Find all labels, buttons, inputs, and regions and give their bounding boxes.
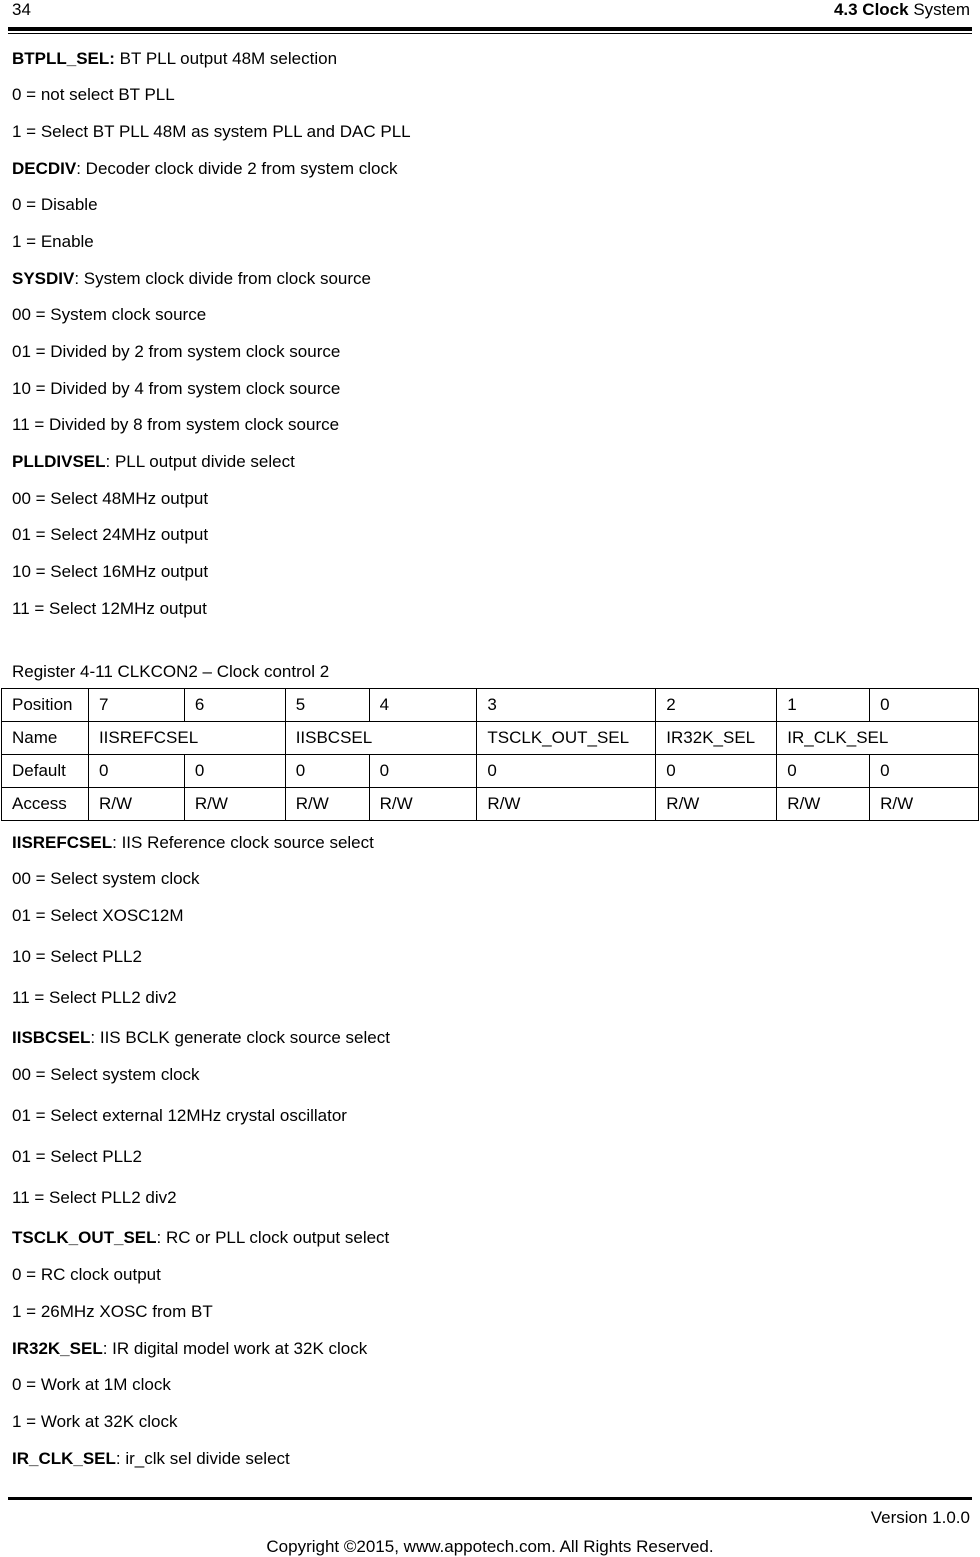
access-cell: R/W	[656, 788, 777, 821]
row-label: Position	[2, 689, 89, 722]
field-option: 01 = Divided by 2 from system clock source	[12, 342, 341, 361]
default-cell: 0	[184, 755, 285, 788]
field-title-ir-clk-sel	[12, 1449, 290, 1469]
field-option: 10 = Divided by 4 from system clock source	[12, 379, 341, 398]
default-cell: 0	[88, 755, 184, 788]
field-option: 00 = Select 48MHz output	[12, 489, 209, 508]
default-cell: 0	[369, 755, 477, 788]
field-option: 01 = Select PLL2	[12, 1147, 142, 1166]
field-title-iisrefcsel	[12, 833, 374, 853]
field-name: IR32K_SEL	[12, 1339, 103, 1358]
field-cell: IR_CLK_SEL	[777, 722, 979, 755]
field-desc: BT PLL output 48M selection	[114, 49, 338, 68]
access-cell: R/W	[184, 788, 285, 821]
access-cell: R/W	[870, 788, 979, 821]
field-option: 10 = Select PLL2	[12, 947, 142, 966]
default-cell: 0	[477, 755, 656, 788]
default-cell: 0	[777, 755, 870, 788]
field-option: 11 = Select PLL2 div2	[12, 1188, 177, 1207]
page-number: 34	[12, 0, 31, 19]
field-option: 11 = Divided by 8 from system clock source	[12, 415, 340, 434]
field-option: 0 = RC clock output	[12, 1265, 161, 1284]
access-cell: R/W	[477, 788, 656, 821]
field-desc: : ir_clk sel divide select	[115, 1449, 290, 1468]
field-option: 01 = Select XOSC12M	[12, 906, 184, 925]
field-option: 1 = 26MHz XOSC from BT	[12, 1302, 213, 1321]
table-row-name	[2, 722, 979, 755]
field-option: 01 = Select external 12MHz crystal oscillator	[12, 1106, 347, 1125]
bit-cell: 6	[184, 689, 285, 722]
field-option: 0 = Work at 1M clock	[12, 1375, 171, 1394]
field-name: DECDIV	[12, 159, 77, 178]
bit-cell: 7	[88, 689, 184, 722]
field-option: 01 = Select 24MHz output	[12, 525, 209, 544]
field-option: 00 = Select system clock	[12, 1065, 200, 1084]
field-name: BTPLL_SEL:	[12, 49, 115, 68]
field-name: TSCLK_OUT_SEL	[12, 1228, 157, 1247]
bit-cell: 1	[777, 689, 870, 722]
field-cell: TSCLK_OUT_SEL	[477, 722, 656, 755]
access-cell: R/W	[777, 788, 870, 821]
field-desc: : RC or PLL clock output select	[156, 1228, 390, 1247]
footer-rule	[8, 1497, 972, 1500]
default-cell: 0	[285, 755, 369, 788]
copyright-notice: Copyright ©2015, www.appotech.com. All Rights Reserved.	[266, 1537, 714, 1556]
field-title-tsclk-out-sel	[12, 1228, 389, 1248]
row-label: Access	[2, 788, 89, 821]
default-cell: 0	[656, 755, 777, 788]
register-caption: Register 4-11 CLKCON2 – Clock control 2	[12, 662, 330, 681]
field-title-iisbcsel	[12, 1028, 390, 1048]
field-name: IISBCSEL	[12, 1028, 91, 1047]
field-title-sysdiv	[12, 269, 371, 289]
row-label: Name	[2, 722, 89, 755]
field-name: PLLDIVSEL	[12, 452, 106, 471]
field-option: 0 = Disable	[12, 195, 98, 214]
field-title-plldivsel	[12, 452, 295, 472]
row-label: Default	[2, 755, 89, 788]
field-option: 00 = System clock source	[12, 305, 207, 324]
field-option: 1 = Enable	[12, 232, 94, 251]
field-option: 00 = Select system clock	[12, 869, 200, 888]
field-title-btpll-sel	[12, 49, 337, 69]
field-desc: : IIS Reference clock source select	[112, 833, 374, 852]
field-cell: IR32K_SEL	[656, 722, 777, 755]
header-rule-thin	[8, 33, 972, 34]
field-title-decdiv	[12, 159, 397, 179]
access-cell: R/W	[285, 788, 369, 821]
table-row-position	[2, 689, 979, 722]
field-option: 11 = Select PLL2 div2	[12, 988, 177, 1007]
section-title-rest: System	[908, 0, 970, 19]
field-desc: : IR digital model work at 32K clock	[102, 1339, 368, 1358]
bit-cell: 5	[285, 689, 369, 722]
header-rule	[8, 27, 972, 31]
field-name: SYSDIV	[12, 269, 75, 288]
bit-cell: 3	[477, 689, 656, 722]
field-option: 11 = Select 12MHz output	[12, 599, 207, 618]
access-cell: R/W	[369, 788, 477, 821]
bit-cell: 0	[870, 689, 979, 722]
version-label: Version 1.0.0	[870, 1508, 970, 1527]
field-cell: IISREFCSEL	[88, 722, 285, 755]
register-table	[1, 688, 979, 821]
field-name: IR_CLK_SEL	[12, 1449, 116, 1468]
table-row-access	[2, 788, 979, 821]
field-option: 10 = Select 16MHz output	[12, 562, 209, 581]
default-cell: 0	[870, 755, 979, 788]
field-title-ir32k-sel	[12, 1339, 367, 1359]
table-row-default	[2, 755, 979, 788]
field-desc: : Decoder clock divide 2 from system clock	[76, 159, 398, 178]
access-cell: R/W	[88, 788, 184, 821]
field-desc: : PLL output divide select	[105, 452, 295, 471]
section-title	[834, 0, 970, 20]
field-option: 1 = Work at 32K clock	[12, 1412, 178, 1431]
bit-cell: 4	[369, 689, 477, 722]
field-name: IISREFCSEL	[12, 833, 113, 852]
field-option: 0 = not select BT PLL	[12, 85, 175, 104]
field-desc: : System clock divide from clock source	[74, 269, 372, 288]
field-desc: : IIS BCLK generate clock source select	[90, 1028, 390, 1047]
section-title-bold: 4.3 Clock	[833, 0, 909, 19]
field-option: 1 = Select BT PLL 48M as system PLL and DAC PLL	[12, 122, 411, 141]
bit-cell: 2	[656, 689, 777, 722]
field-cell: IISBCSEL	[285, 722, 477, 755]
